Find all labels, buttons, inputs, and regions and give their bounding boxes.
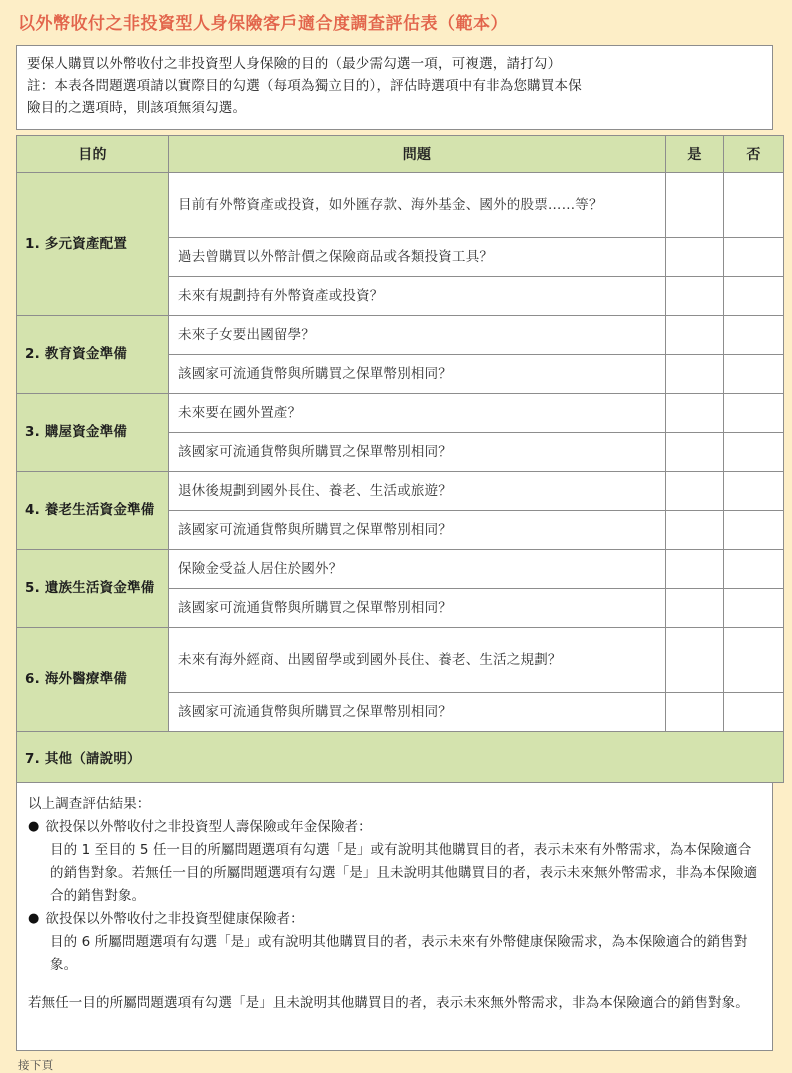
table-row (17, 393, 784, 432)
question-cell: 保險金受益人居住於國外？ (169, 549, 666, 588)
suitability-survey-table (16, 135, 784, 783)
table-row (17, 471, 784, 510)
answer-yes-checkbox-cell[interactable] (666, 588, 724, 627)
answer-yes-checkbox-cell[interactable] (666, 549, 724, 588)
answer-yes-checkbox-cell[interactable] (666, 354, 724, 393)
table-row (17, 315, 784, 354)
notes-bullet-2-body: 目的 6 所屬問題選項有勾選「是」或有說明其他購買目的者，表示未來有外幣健康保險需求，為本保險適合的銷售對象。 (50, 933, 748, 973)
purpose-cell-5: 5. 遺族生活資金準備 (17, 549, 169, 627)
column-header-purpose: 目的 (17, 135, 169, 172)
purpose-cell-2: 2. 教育資金準備 (17, 315, 169, 393)
answer-no-checkbox-cell[interactable] (724, 276, 784, 315)
column-header-yes: 是 (666, 135, 724, 172)
answer-yes-checkbox-cell[interactable] (666, 432, 724, 471)
question-cell: 目前有外幣資產或投資，如外匯存款、海外基金、國外的股票……等？ (169, 172, 666, 237)
bullet-dot-icon: ● (28, 910, 40, 926)
other-purpose-cell[interactable]: 7. 其他（請說明） (17, 731, 784, 782)
answer-yes-checkbox-cell[interactable] (666, 510, 724, 549)
table-row-other[interactable] (17, 731, 784, 782)
column-header-no: 否 (724, 135, 784, 172)
notes-heading: 以上調查評估結果： (28, 795, 151, 812)
answer-yes-checkbox-cell[interactable] (666, 276, 724, 315)
purpose-cell-3: 3. 購屋資金準備 (17, 393, 169, 471)
answer-no-checkbox-cell[interactable] (724, 510, 784, 549)
page-title: 以外幣收付之非投資型人身保險客戶適合度調查評估表（範本） (18, 14, 508, 34)
answer-yes-checkbox-cell[interactable] (666, 471, 724, 510)
intro-line-3: 險目的之選項時，則該項無須勾選。 (27, 100, 247, 117)
notes-bullet-1-title: 欲投保以外幣收付之非投資型人壽保險或年金保險者： (45, 818, 372, 835)
table-header (17, 135, 784, 172)
table-row (17, 549, 784, 588)
purpose-cell-4: 4. 養老生活資金準備 (17, 471, 169, 549)
answer-no-checkbox-cell[interactable] (724, 588, 784, 627)
intro-block (16, 45, 773, 130)
purpose-cell-6: 6. 海外醫療準備 (17, 627, 169, 731)
table-header-row (17, 135, 784, 172)
purpose-cell-1: 1. 多元資產配置 (17, 172, 169, 315)
notes-bullet-1-body: 目的 1 至目的 5 任一目的所屬問題選項有勾選「是」或有說明其他購買目的者，表示未來有外幣需求，為本保險適合的銷售對象。若無任一目的所屬問題選項有勾選「是」且未說明其他購買目的者，表示未來無外幣需求，非為本保險適合的銷售對象。 (50, 841, 758, 904)
answer-no-checkbox-cell[interactable] (724, 172, 784, 237)
answer-no-checkbox-cell[interactable] (724, 237, 784, 276)
question-cell: 該國家可流通貨幣與所購買之保單幣別相同？ (169, 510, 666, 549)
table-row (17, 627, 784, 692)
answer-yes-checkbox-cell[interactable] (666, 393, 724, 432)
question-cell: 未來要在國外置產？ (169, 393, 666, 432)
answer-no-checkbox-cell[interactable] (724, 627, 784, 692)
answer-no-checkbox-cell[interactable] (724, 692, 784, 731)
question-cell: 該國家可流通貨幣與所購買之保單幣別相同？ (169, 588, 666, 627)
column-header-question: 問題 (169, 135, 666, 172)
answer-no-checkbox-cell[interactable] (724, 354, 784, 393)
answer-yes-checkbox-cell[interactable] (666, 315, 724, 354)
notes-bullet-1 (28, 816, 760, 839)
table-row (17, 172, 784, 237)
notes-bullet-2-title: 欲投保以外幣收付之非投資型健康保險者： (45, 910, 304, 927)
answer-yes-checkbox-cell[interactable] (666, 692, 724, 731)
bullet-dot-icon: ● (28, 818, 40, 834)
table-body (17, 172, 784, 782)
question-cell: 未來子女要出國留學？ (169, 315, 666, 354)
question-cell: 未來有規劃持有外幣資產或投資？ (169, 276, 666, 315)
intro-line-1: 要保人購買以外幣收付之非投資型人身保險的目的（最少需勾選一項，可複選，請打勾） (27, 56, 562, 73)
question-cell: 退休後規劃到國外長住、養老、生活或旅遊？ (169, 471, 666, 510)
answer-no-checkbox-cell[interactable] (724, 432, 784, 471)
notes-spacer (28, 976, 760, 992)
notes-bullet-2 (28, 908, 760, 931)
question-cell: 該國家可流通貨幣與所購買之保單幣別相同？ (169, 432, 666, 471)
question-cell: 未來有海外經商、出國留學或到國外長住、養老、生活之規劃？ (169, 627, 666, 692)
intro-line-2: 註：本表各問題選項請以實際目的勾選（每項為獨立目的），評估時選項中有非為您購買本保 (27, 78, 582, 95)
answer-yes-checkbox-cell[interactable] (666, 172, 724, 237)
result-notes-block (16, 783, 773, 1051)
answer-no-checkbox-cell[interactable] (724, 393, 784, 432)
question-cell: 過去曾購買以外幣計價之保險商品或各類投資工具？ (169, 237, 666, 276)
answer-no-checkbox-cell[interactable] (724, 549, 784, 588)
answer-yes-checkbox-cell[interactable] (666, 237, 724, 276)
answer-no-checkbox-cell[interactable] (724, 471, 784, 510)
page-footer-continued: 接下頁 (18, 1057, 54, 1072)
notes-closing: 若無任一目的所屬問題選項有勾選「是」且未說明其他購買目的者，表示未來無外幣需求，非為本保險適合的銷售對象。 (28, 995, 749, 1012)
answer-no-checkbox-cell[interactable] (724, 315, 784, 354)
question-cell: 該國家可流通貨幣與所購買之保單幣別相同？ (169, 692, 666, 731)
answer-yes-checkbox-cell[interactable] (666, 627, 724, 692)
question-cell: 該國家可流通貨幣與所購買之保單幣別相同？ (169, 354, 666, 393)
